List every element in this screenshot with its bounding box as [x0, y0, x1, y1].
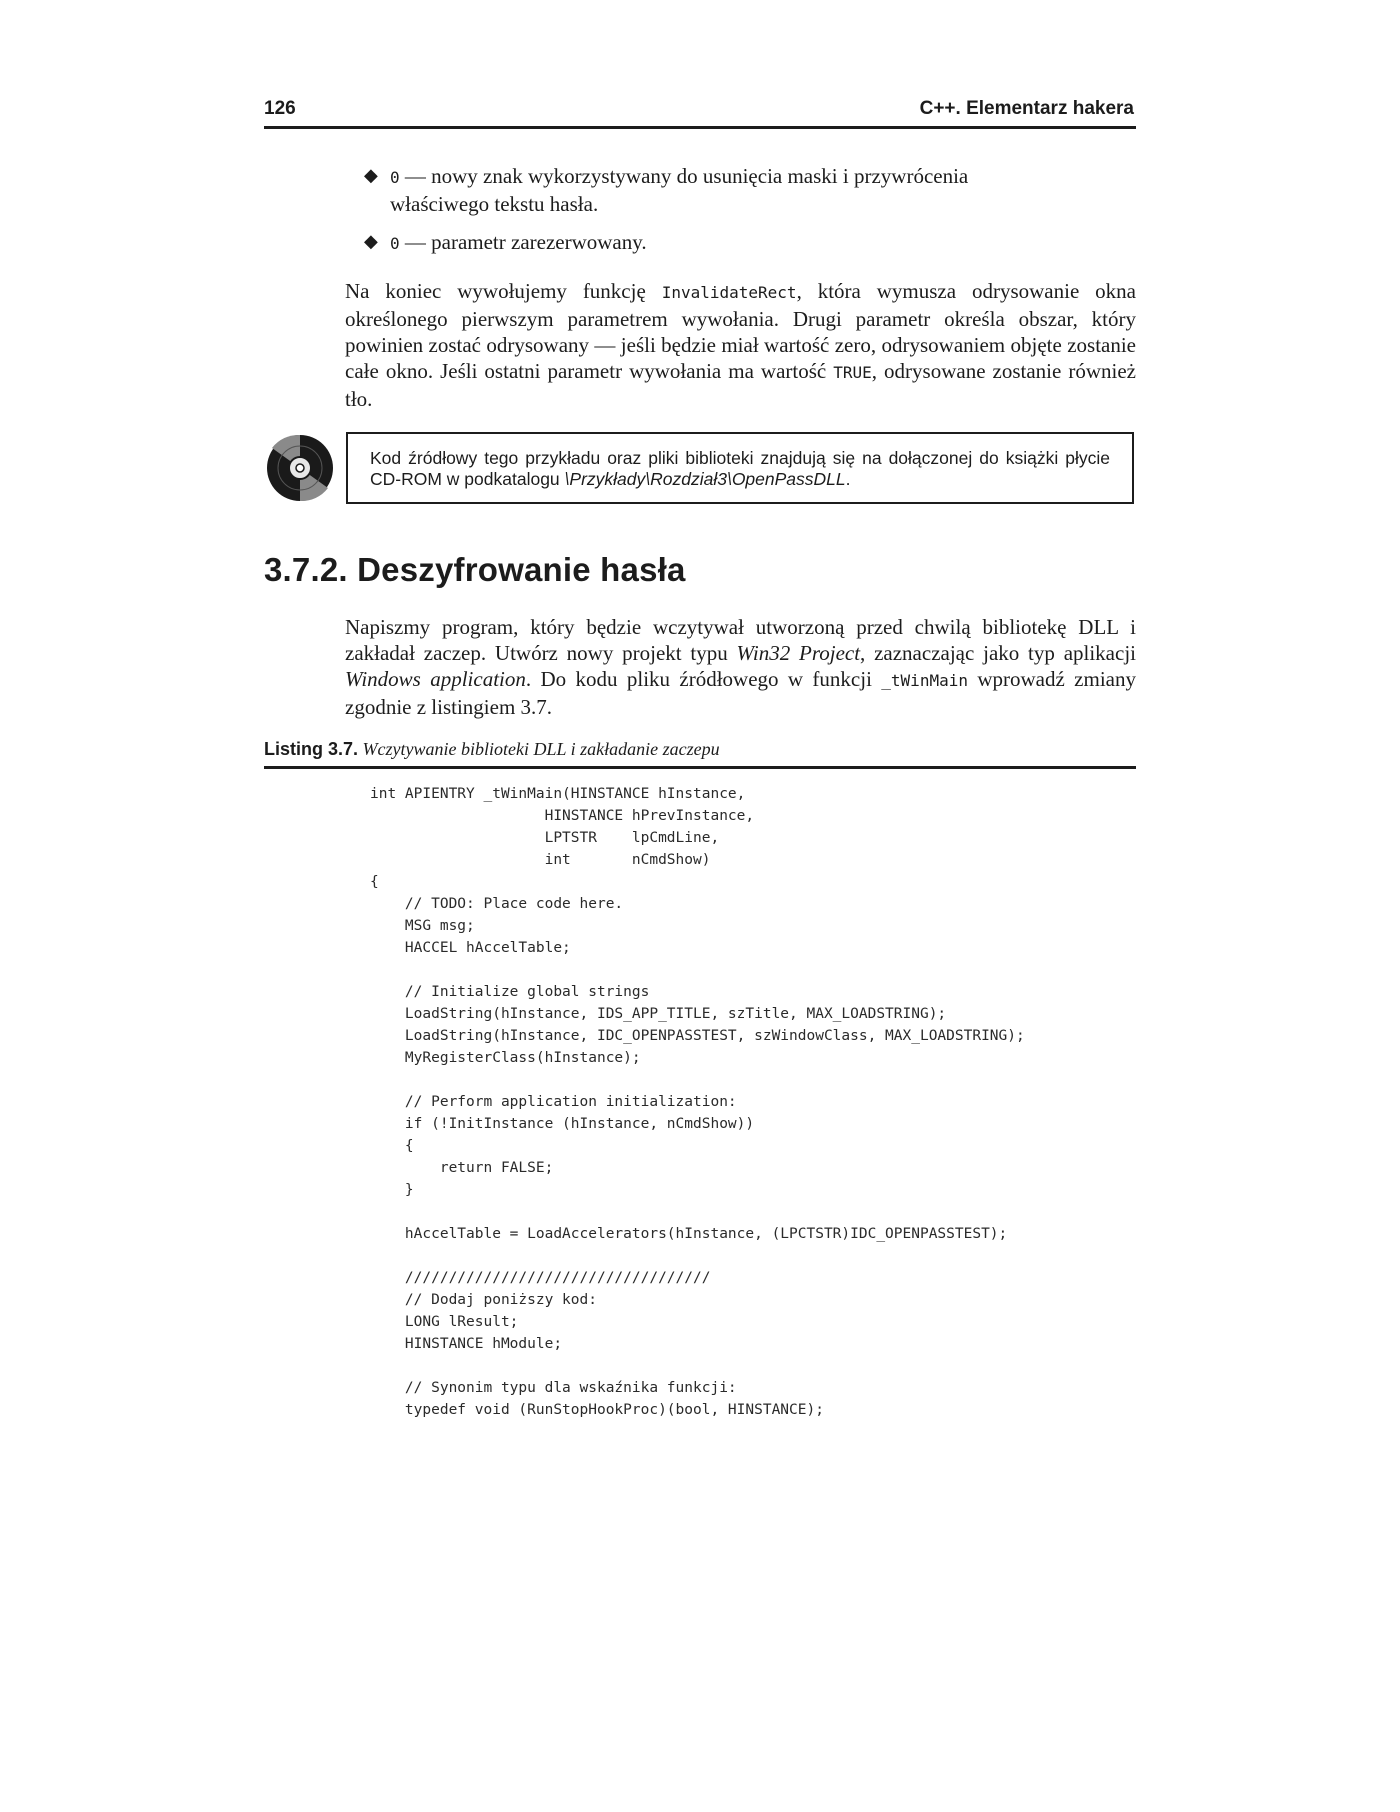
code-line: if (!InitInstance (hInstance, nCmdShow))	[370, 1116, 755, 1132]
code-line: LoadString(hInstance, IDC_OPENPASSTEST, szWindowClass, MAX_LOADSTRING);	[370, 1028, 1025, 1044]
inline-code: InvalidateRect	[661, 283, 797, 302]
code-line: // Initialize global strings	[370, 984, 650, 1000]
code-line	[370, 1201, 1025, 1223]
text-run: , odrysowane zostanie również tło.	[345, 359, 1136, 411]
emphasis-text: Windows application	[345, 667, 526, 691]
text-run: , zaznaczając jako typ aplikacji	[860, 641, 1136, 665]
text-run: wprowadź zmiany zgodnie z listingiem 3.7.	[345, 667, 1136, 719]
cd-rom-icon	[264, 432, 336, 504]
code-listing	[370, 783, 1025, 1421]
note-end: .	[845, 469, 851, 489]
code-line: ///////////////////////////////////	[370, 1270, 711, 1286]
bullet-item	[364, 163, 1054, 217]
code-line: MyRegisterClass(hInstance);	[370, 1050, 641, 1066]
code-line: {	[370, 874, 379, 890]
code-line: LoadString(hInstance, IDS_APP_TITLE, szTitle, MAX_LOADSTRING);	[370, 1006, 947, 1022]
code-line: hAccelTable = LoadAccelerators(hInstance, (LPCTSTR)IDC_OPENPASSTEST);	[370, 1226, 1008, 1242]
code-line: // Dodaj poniższy kod:	[370, 1292, 597, 1308]
code-line: // TODO: Place code here.	[370, 896, 624, 912]
code-line: // Synonim typu dla wskaźnika funkcji:	[370, 1380, 737, 1396]
code-line	[370, 959, 1025, 981]
code-line: MSG msg;	[370, 918, 475, 934]
text-run: , która wymusza odrysowanie okna określonego pierwszym parametrem wywołania. Drugi parametr określa obszar, który powinien zostać odrysowany — jeśli będzie miał wartość zero, odrysowaniem objęte zostanie całe okno. Jeśli ostatni parametr wywołania ma wartość	[345, 279, 1137, 383]
note-text: Kod źródłowy tego przykładu oraz pliki biblioteki znajdują się na dołączonej do książki płycie CD-ROM w podkatalogu	[370, 448, 1110, 489]
text-run: Napiszmy program, który będzie wczytywał utworzoną przed chwilą bibliotekę DLL i zakładał zaczep. Utwórz nowy projekt typu	[345, 615, 1136, 665]
paragraph-invalidate-rect	[345, 278, 1136, 412]
code-line: {	[370, 1138, 414, 1154]
code-line: LPTSTR lpCmdLine,	[370, 830, 720, 846]
bullet-list	[364, 163, 1054, 269]
code-line: typedef void (RunStopHookProc)(bool, HINSTANCE);	[370, 1402, 824, 1418]
diamond-bullet-icon: ◆	[364, 231, 378, 252]
inline-code: _tWinMain	[881, 671, 968, 690]
cd-note-box	[346, 432, 1134, 504]
section-heading: 3.7.2. Deszyfrowanie hasła	[264, 551, 686, 588]
inline-code: 0	[390, 168, 400, 187]
bullet-text: — nowy znak wykorzystywany do usunięcia maski i przywrócenia właściwego tekstu hasła.	[390, 164, 969, 216]
diamond-bullet-icon: ◆	[364, 165, 378, 186]
code-line: // Perform application initialization:	[370, 1094, 737, 1110]
text-run: Na koniec wywołujemy funkcję	[345, 279, 662, 303]
note-path: \Przykłady\Rozdział3\OpenPassDLL	[564, 469, 846, 489]
page-header	[264, 96, 1136, 129]
page-number: 126	[264, 98, 296, 119]
code-line	[370, 1245, 1025, 1267]
inline-code: TRUE	[833, 363, 872, 382]
code-line: return FALSE;	[370, 1160, 554, 1176]
paragraph-intro	[345, 614, 1136, 720]
inline-code: 0	[390, 234, 400, 253]
text-run: . Do kodu pliku źródłowego w funkcji	[525, 667, 882, 691]
code-line	[370, 1355, 1025, 1377]
emphasis-text: Win32 Project	[736, 641, 861, 665]
listing-label: Listing 3.7.	[264, 739, 359, 759]
running-title: C++. Elementarz hakera	[919, 98, 1134, 119]
code-line: }	[370, 1182, 414, 1198]
code-line: HACCEL hAccelTable;	[370, 940, 571, 956]
code-line: HINSTANCE hModule;	[370, 1336, 563, 1352]
code-line: int APIENTRY _tWinMain(HINSTANCE hInstance,	[370, 786, 746, 802]
listing-title: Wczytywanie biblioteki DLL i zakładanie zaczepu	[358, 739, 720, 759]
code-line: int nCmdShow)	[370, 852, 711, 868]
bullet-text: — parametr zarezerwowany.	[399, 230, 647, 254]
listing-caption	[264, 739, 1136, 769]
bullet-item	[364, 229, 1054, 257]
code-line: HINSTANCE hPrevInstance,	[370, 808, 755, 824]
code-line: LONG lResult;	[370, 1314, 519, 1330]
code-line	[370, 1069, 1025, 1091]
